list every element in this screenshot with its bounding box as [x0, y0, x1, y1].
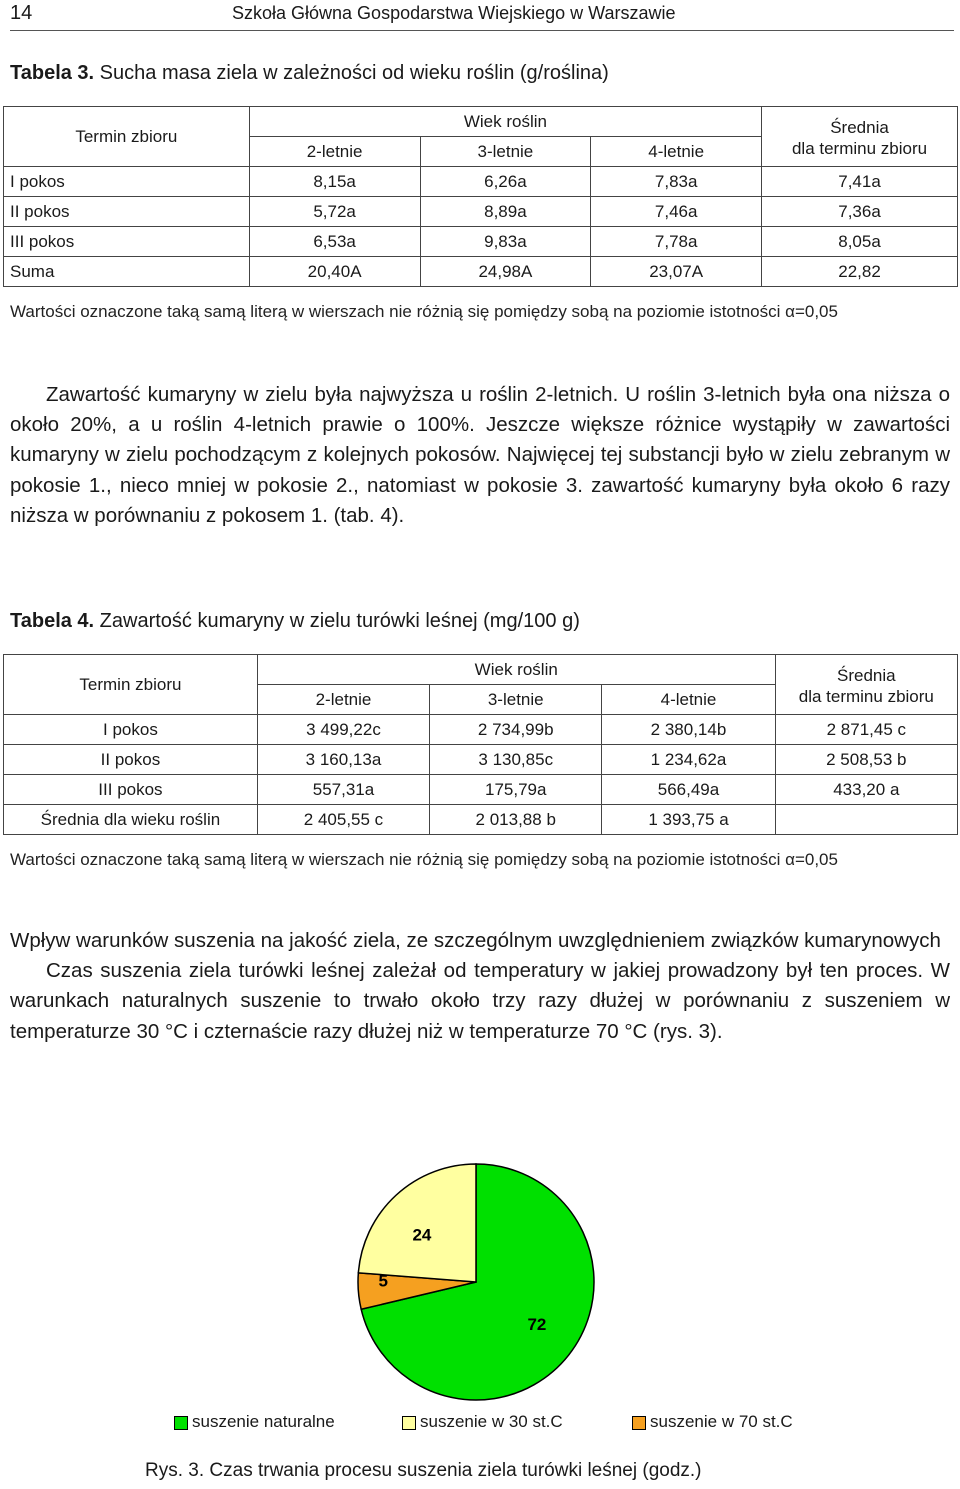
paragraph-coumarin [10, 380, 950, 531]
table-cell: 8,15a [249, 167, 420, 197]
table-cell: 9,83a [420, 227, 591, 257]
table3-header-wiek: Wiek roślin [249, 107, 761, 137]
table-cell: 2 871,45 c [775, 715, 957, 745]
figure-caption: Rys. 3. Czas trwania procesu suszenia ziela turówki leśnej (godz.) [145, 1460, 702, 1481]
table-cell: 6,53a [249, 227, 420, 257]
pie-chart [0, 1140, 960, 1410]
table-cell: 7,46a [591, 197, 762, 227]
table-cell: 2 405,55 c [257, 805, 429, 835]
row-label: III pokos [4, 227, 250, 257]
table4-caption [10, 610, 580, 633]
table-row [4, 227, 958, 257]
table4-header-srednia: Średnia dla terminu zbioru [775, 655, 957, 715]
table-cell: 566,49a [602, 775, 775, 805]
row-label: I pokos [4, 715, 258, 745]
table-row-average [4, 805, 958, 835]
table-cell: 1 393,75 a [602, 805, 775, 835]
table-cell: 3 130,85c [430, 745, 602, 775]
table-cell: 24,98A [420, 257, 591, 287]
table-cell: 20,40A [249, 257, 420, 287]
table-cell: 2 013,88 b [430, 805, 602, 835]
pie-label-natural: 72 [527, 1315, 547, 1335]
table-cell: 23,07A [591, 257, 762, 287]
table3-note: Wartości oznaczone taką samą literą w wierszach nie różnią się pomiędzy sobą na poziomie istotności α=0,05 [10, 302, 838, 321]
legend-label: suszenie w 70 st.C [650, 1412, 793, 1431]
table-cell: 175,79a [430, 775, 602, 805]
section-drying [10, 926, 950, 1047]
row-label: III pokos [4, 775, 258, 805]
pie-label-30c: 24 [412, 1225, 432, 1245]
table3-caption-label: Tabela 3. [10, 62, 95, 84]
row-label: I pokos [4, 167, 250, 197]
table3-col-2letnie: 2-letnie [249, 137, 420, 167]
table4-caption-label: Tabela 4. [10, 610, 95, 632]
legend-swatch [402, 1416, 416, 1430]
table-cell: 3 160,13a [257, 745, 429, 775]
page-header [10, 0, 954, 31]
table4-note: Wartości oznaczone taką samą literą w wierszach nie różnią się pomiędzy sobą na poziomie istotności α=0,05 [10, 850, 838, 869]
table3-col-4letnie: 4-letnie [591, 137, 762, 167]
legend-label: suszenie naturalne [192, 1412, 335, 1431]
table-cell: 1 234,62a [602, 745, 775, 775]
table-cell: 7,36a [762, 197, 958, 227]
table4 [3, 654, 958, 835]
table4-caption-text: Zawartość kumaryny w zielu turówki leśnej (mg/100 g) [94, 610, 580, 632]
table-cell: 7,83a [591, 167, 762, 197]
table3-header-termin: Termin zbioru [4, 107, 250, 167]
row-label: II pokos [4, 745, 258, 775]
table-row [4, 167, 958, 197]
table-cell: 5,72a [249, 197, 420, 227]
table4-col-3letnie: 3-letnie [430, 685, 602, 715]
section-heading: Wpływ warunków suszenia na jakość ziela, ze szczególnym uwzględnieniem związków kumarynowych [10, 929, 941, 952]
table4-col-4letnie: 4-letnie [602, 685, 775, 715]
table3-header-srednia: Średnia dla terminu zbioru [762, 107, 958, 167]
table3-col-3letnie: 3-letnie [420, 137, 591, 167]
table4-header-row [4, 655, 958, 685]
table-cell: 8,05a [762, 227, 958, 257]
table-cell: 2 380,14b [602, 715, 775, 745]
table3-caption-text: Sucha masa ziela w zależności od wieku roślin (g/roślina) [94, 62, 609, 84]
table-cell: 2 508,53 b [775, 745, 957, 775]
legend-label: suszenie w 30 st.C [420, 1412, 563, 1431]
page-number: 14 [10, 2, 33, 24]
paragraph-text: Czas suszenia ziela turówki leśnej zależał od temperatury w jakiej prowadzony był ten proces. W warunkach naturalnych suszenie to trwało około trzy razy dłużej w porównaniu z suszeniem w temperaturze 30 °C i czternaście razy dłużej niż w temperaturze 70 °C (rys. 3). [10, 959, 950, 1043]
table-cell: 7,78a [591, 227, 762, 257]
legend-swatch [174, 1416, 188, 1430]
table4-col-2letnie: 2-letnie [257, 685, 429, 715]
table-cell: 7,41a [762, 167, 958, 197]
table-row [4, 745, 958, 775]
table-cell: 3 499,22c [257, 715, 429, 745]
table3 [3, 106, 958, 287]
table-cell: 6,26a [420, 167, 591, 197]
table-row [4, 775, 958, 805]
table-row [4, 715, 958, 745]
pie-slice-30c [358, 1164, 476, 1282]
table3-caption [10, 62, 609, 85]
table-cell-empty [775, 805, 957, 835]
paragraph-text: Zawartość kumaryny w zielu była najwyższa u roślin 2-letnich. U roślin 3-letnich była ona niższa o około 20%, a u roślin 4-letnich prawie o 100%. Jeszcze większe różnice wystąpiły w zawartości kumaryny w zielu pochodzącym z kolejnych pokosów. Najwięcej tej substancji było w zielu zebranym w pokosie 1., nieco mniej w pokosie 2., natomiast w pokosie 3. zawartość kumaryny była około 6 razy niższa w porównaniu z pokosem 1. (tab. 4). [10, 383, 950, 527]
table4-header-wiek: Wiek roślin [257, 655, 775, 685]
pie-label-70c: 5 [378, 1271, 389, 1291]
table-cell: 433,20 a [775, 775, 957, 805]
table-cell: 2 734,99b [430, 715, 602, 745]
table-cell: 557,31a [257, 775, 429, 805]
table-row [4, 197, 958, 227]
legend-swatch [632, 1416, 646, 1430]
row-label: Suma [4, 257, 250, 287]
table3-header-row [4, 107, 958, 137]
row-label: II pokos [4, 197, 250, 227]
table-cell: 8,89a [420, 197, 591, 227]
table4-header-termin: Termin zbioru [4, 655, 258, 715]
row-label: Średnia dla wieku roślin [4, 805, 258, 835]
journal-title: Szkoła Główna Gospodarstwa Wiejskiego w Warszawie [232, 3, 676, 23]
table-cell: 22,82 [762, 257, 958, 287]
table-row [4, 257, 958, 287]
